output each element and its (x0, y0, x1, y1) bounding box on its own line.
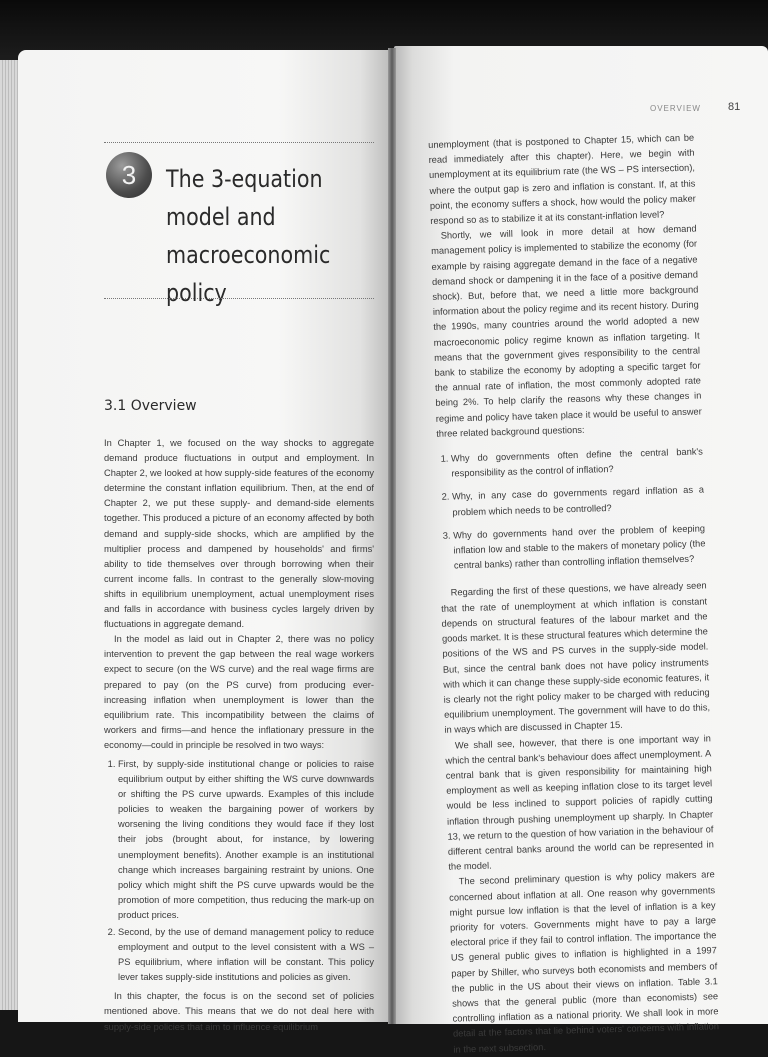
paragraph: The second preliminary question is why policy makers are concerned about inflation at all. One reason why governments might pursue low inflation is that the level of inflation is a key priority for voters. Governments might have to pay a large electoral price if they fail to control inflation. The importance the US general public gives to inflation is highlighted in a 1997 paper by Shiller, who surveys both economists and members of the public in the US about their views on inflation. Table 3.1 shows that the general public (more than economists) see controlling inflation as a national priority. We shall look in more detail at the factors that lie behind voters' concerns with inflation in the next subsection. (449, 869, 720, 1055)
left-page-body (104, 436, 374, 1035)
chapter-rule-bottom (104, 298, 374, 299)
paragraph: Shortly, we will look in more detail at how demand management policy is implemented to stabilize the economy (for example by raising aggregate demand in the face of a negative demand shock or dampening it in the face of a positive demand shock). But, before that, we need a little more background information about the policy regime and its recent history. During the 1990s, many countries around the world adopted a new macroeconomic policy regime known as inflation targeting. It means that the government gives responsibility to the central bank to stabilize the economy by adopting a specific target for the annual rate of inflation, the most commonly adopted rate being 2%. To help clarify the reasons why these changes in regime and policy have taken place it would be useful to answer three related background questions: (431, 223, 702, 439)
section-heading: 3.1 Overview (104, 398, 197, 414)
chapter-header (104, 140, 374, 310)
list-item: 3. Why do governments hand over the problem of keeping inflation low and stable to the makers of monetary policy (the central banks) rather than controlling inflation themselves? (453, 521, 706, 574)
running-head: OVERVIEW (650, 104, 701, 113)
list-item: 2. Why, in any case do governments regard inflation as a problem which needs to be controlled? (452, 483, 705, 520)
paragraph: We shall see, however, that there is one important way in which the central bank's behaviour does affect unemployment. A central bank that is given responsibility for maintaining high employment as well as keeping inflation close to its target level would be less inclined to support policies of rapidly cutting inflation through pushing unemployment up sharply. In Chapter 13, we return to the question of how variation in the behaviour of different central banks around the world can be represented in the model. (445, 732, 714, 872)
list-item: 1. Why do governments often define the central bank's responsibility as the control of inflation? (451, 445, 704, 482)
paragraph: In Chapter 1, we focused on the way shocks to aggregate demand produce fluctuations in output and employment. In Chapter 2, we looked at how supply-side features of the economy determine the constant inflation equilibrium. Then, at the end of Chapter 2, we put these supply- and demand-side elements together. This produced a picture of an economy affected by both demand and supply-side shocks, which are amplified by the multiplier process and dampened by households' and firms' ability to tide themselves over through borrowing when their current income falls. In contrast to the generally slow-moving shifts in equilibrium unemployment, actual unemployment rises and falls in accordance with business cycles largely driven by fluctuations in aggregate demand. (104, 438, 374, 630)
chapter-title: The 3-equation model and macroeconomic policy (166, 165, 331, 307)
list-item: 2. Second, by the use of demand management policy to reduce employment and output to the level consistent with a WS – PS equilibrium, where inflation will be constant. This policy lever takes supply-side institutions and policies as given. (118, 925, 374, 985)
chapter-number-badge: 3 (106, 152, 152, 198)
numbered-list (104, 757, 374, 985)
page-number: 81 (728, 101, 741, 113)
paragraph: Regarding the first of these questions, we have already seen that the rate of unemployment at which inflation is constant depends on structural features of the labour market and the goods market. It is these structural features which determine the positions of the WS and PS curves in the supply-side model. But, since the central bank does not have policy instruments with which it can change these supply-side economic features, it is clearly not the right policy maker to be charged with reducing equilibrium unemployment. The government will have to do this, in ways which are discussed in Chapter 15. (441, 580, 711, 736)
right-page-body (428, 131, 720, 1057)
list-item: 1. First, by supply-side institutional change or policies to raise equilibrium output by either shifting the WS curve downwards or shifting the PS curve upwards. Examples of this include policies to weaken the bargaining power of workers by worsening the living conditions they would face if they lost their jobs (brought about, for instance, by lowering unemployment benefits). Another example is an institutional change which increases bargaining restraint by unions. One policy which might shift the PS curve upwards would be the promotion of more competition, thus reducing the mark-up on product prices. (118, 757, 374, 923)
book-gutter (388, 48, 396, 1024)
question-list (437, 445, 706, 575)
chapter-rule-top (104, 142, 374, 143)
paragraph: unemployment (that is postponed to Chapter 15, which can be read immediately after this chapter). Here, we begin with unemployment at its equilibrium rate (the WS – PS intersection), where the output gap is zero and inflation is constant. If, at this point, the economy suffers a shock, how would the policy maker respond so as to stabilize it at its constant-inflation level? (428, 132, 696, 226)
paragraph: In this chapter, the focus is on the second set of policies mentioned above. This means that we do not deal here with supply-side policies that aim to influence equilibrium (104, 991, 374, 1032)
paragraph: In the model as laid out in Chapter 2, there was no policy intervention to prevent the gap between the real wage workers expect to secure (on the WS curve) and the real wage firms are prepared to pay (on the PS curve) from producing ever-increasing inflation when unemployment is lower than the equilibrium rate. This incompatibility between the claims of workers and firms—and hence the inflationary pressure in the economy—could in principle be resolved in two ways: (104, 634, 374, 750)
